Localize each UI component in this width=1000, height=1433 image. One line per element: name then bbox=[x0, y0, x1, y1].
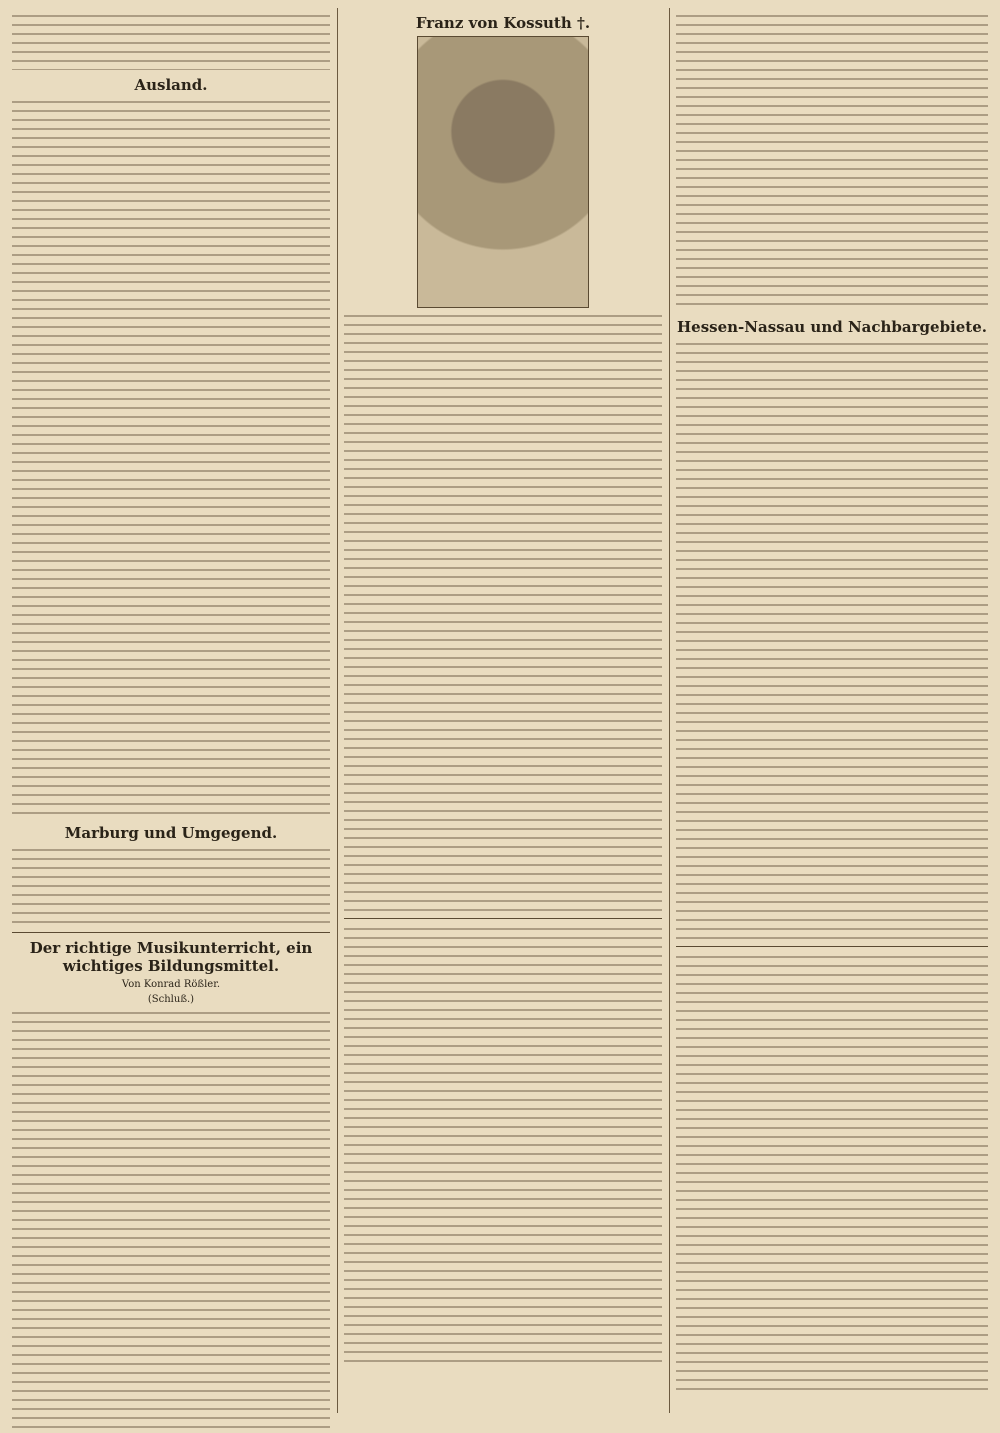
heading-musik: Der richtige Musikunterricht, ein wichtiges Bildungsmittel. bbox=[29, 939, 313, 975]
text-block bbox=[344, 312, 662, 912]
byline: Von Konrad Rößler. bbox=[121, 979, 221, 990]
column-middle bbox=[344, 8, 662, 1369]
heading-marburg: Marburg und Umgegend. bbox=[64, 824, 278, 842]
text-block bbox=[12, 846, 330, 926]
portrait-image bbox=[417, 36, 589, 308]
column-divider bbox=[337, 8, 338, 1413]
divider bbox=[344, 918, 662, 919]
column-right bbox=[676, 8, 988, 1397]
text-block bbox=[12, 12, 330, 70]
heading-kossuth: Franz von Kossuth †. bbox=[415, 14, 591, 32]
divider bbox=[676, 946, 988, 947]
text-block bbox=[676, 340, 988, 940]
text-block bbox=[12, 98, 330, 818]
heading-hessen: Hessen-Nassau und Nachbargebiete. bbox=[676, 318, 987, 336]
column-left bbox=[12, 8, 330, 1433]
text-block bbox=[676, 953, 988, 1393]
text-block bbox=[12, 1009, 330, 1429]
continuation-note: (Schluß.) bbox=[147, 994, 195, 1005]
text-block bbox=[344, 925, 662, 1365]
column-divider bbox=[669, 8, 670, 1413]
heading-ausland: Ausland. bbox=[134, 76, 208, 94]
divider bbox=[12, 932, 330, 933]
text-block bbox=[676, 12, 988, 312]
